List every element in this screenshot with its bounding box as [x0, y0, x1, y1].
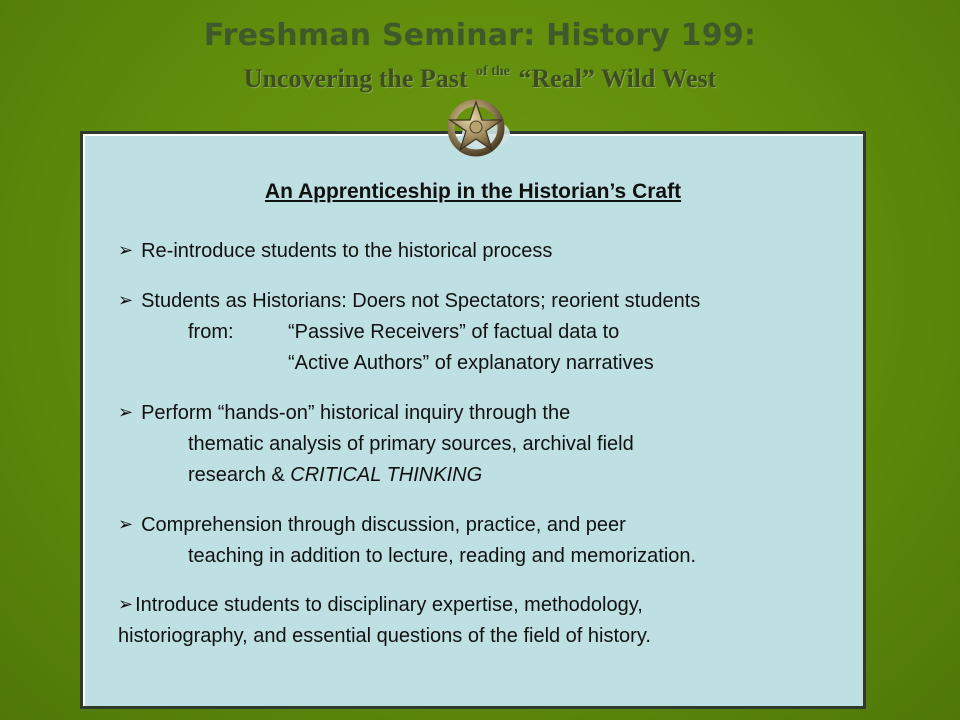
- subtitle-superscript: of the: [476, 64, 510, 79]
- bullet-3-emphasis: CRITICAL THINKING: [290, 464, 483, 486]
- bullet-3-line1: Perform “hands-on” historical inquiry through the: [141, 402, 571, 424]
- arrow-bullet-icon: ➢: [118, 514, 134, 534]
- bullet-4-line2: teaching in addition to lecture, reading and memorization.: [188, 545, 697, 567]
- bullet-2-from: from:: [188, 321, 234, 343]
- bullet-2-line2: “Passive Receivers” of factual data to: [288, 321, 620, 343]
- bullet-item-3: [118, 398, 634, 491]
- bullet-3-line3: research &: [188, 464, 291, 486]
- bullet-3-line2: thematic analysis of primary sources, archival field: [188, 433, 634, 455]
- subtitle-part-1: Uncovering the Past: [243, 64, 468, 93]
- bullet-5-line2: historiography, and essential questions of the field of history.: [118, 625, 651, 647]
- arrow-bullet-icon: ➢: [118, 240, 134, 260]
- bullet-item-5: [118, 590, 651, 652]
- bullet-1-text: Re-introduce students to the historical process: [141, 240, 553, 262]
- bullet-item-1: [118, 236, 552, 267]
- bullet-2-line1: Students as Historians: Doers not Spectators; reorient students: [141, 290, 701, 312]
- subtitle-part-2: “Real” Wild West: [518, 64, 717, 93]
- panel-heading: An Apprenticeship in the Historian’s Craft: [264, 180, 682, 203]
- arrow-bullet-icon: ➢: [118, 402, 134, 422]
- bullet-4-line1: Comprehension through discussion, practice, and peer: [141, 514, 626, 536]
- arrow-bullet-icon: ➢: [118, 290, 134, 310]
- arrow-bullet-icon: ➢: [118, 594, 134, 614]
- content-panel: [80, 131, 866, 709]
- slide-subtitle: [0, 64, 960, 94]
- bullet-5-line1: Introduce students to disciplinary expertise, methodology,: [135, 594, 643, 616]
- slide-title: Freshman Seminar: History 199:: [203, 18, 757, 53]
- bullet-item-2: [118, 286, 700, 379]
- bullet-item-4: [118, 510, 696, 572]
- bullet-2-line3: “Active Authors” of explanatory narratives: [288, 352, 654, 374]
- sheriff-star-badge-icon: [446, 98, 510, 160]
